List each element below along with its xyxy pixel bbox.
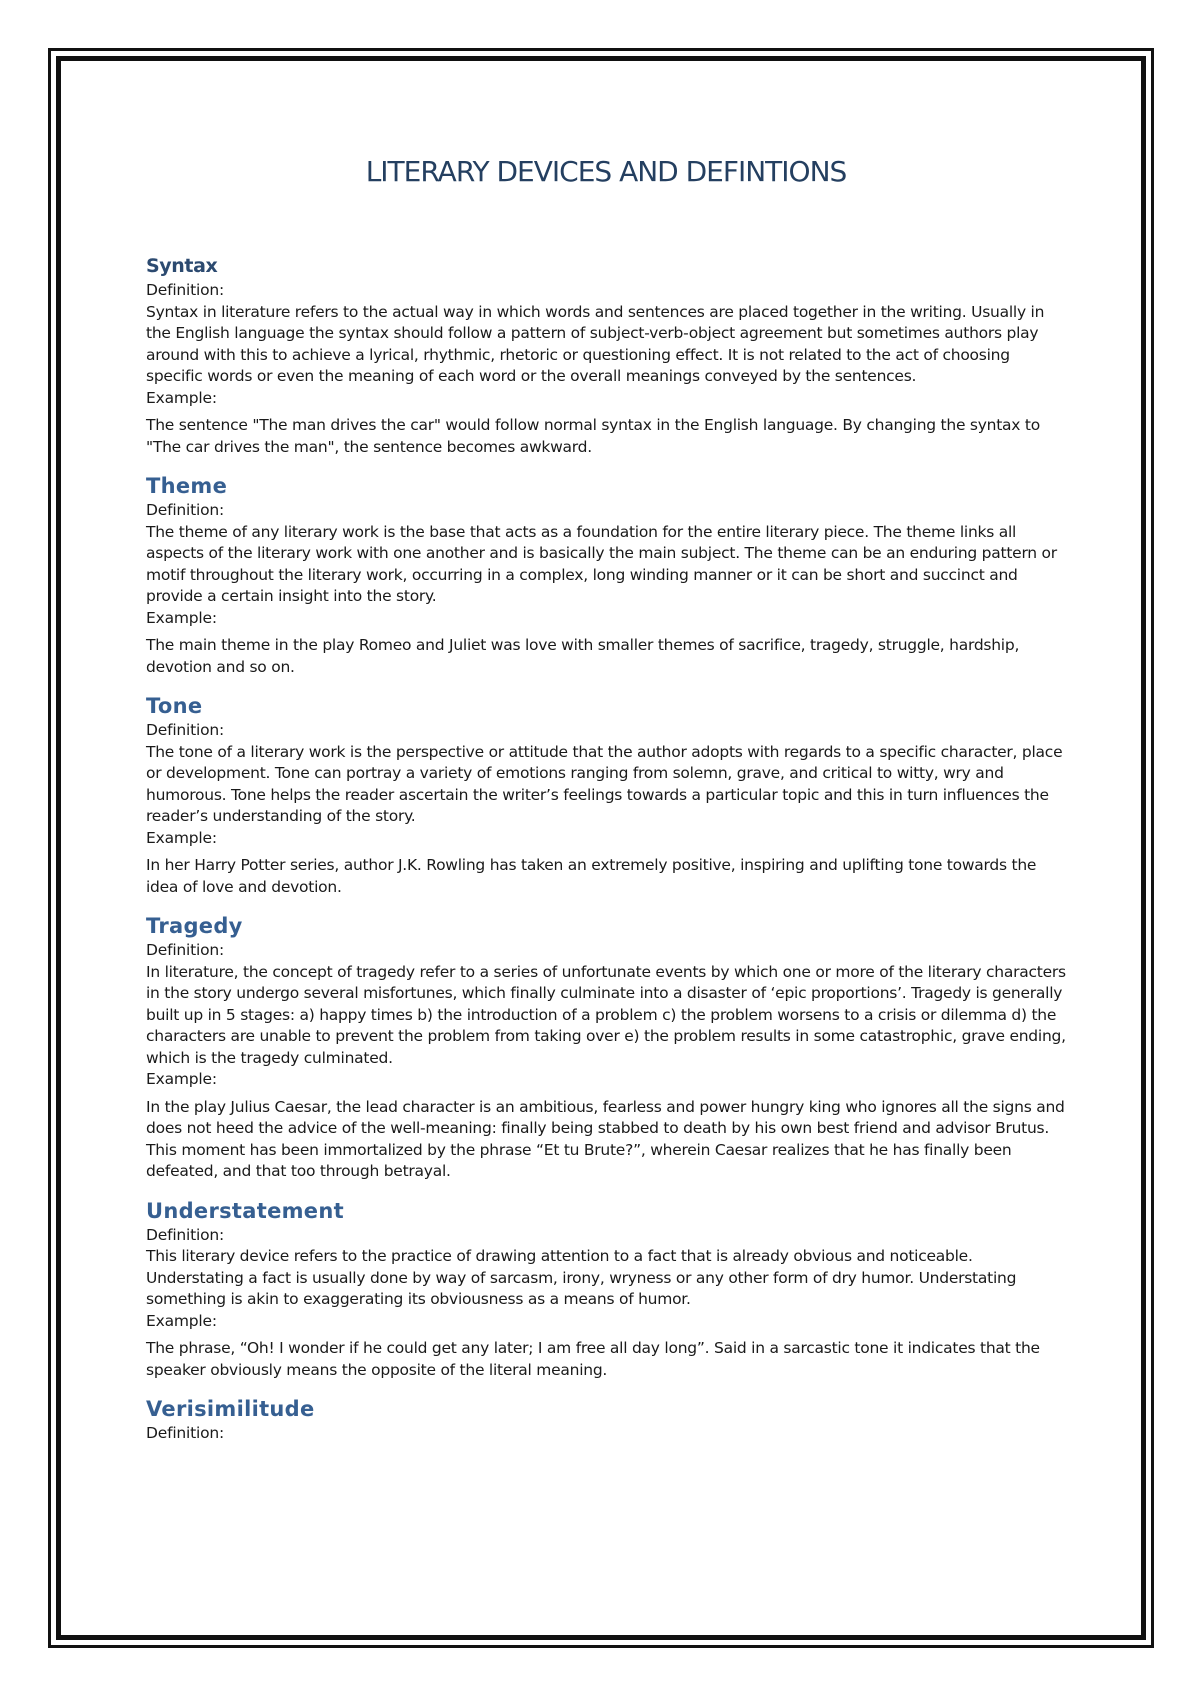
document-body: [146, 150, 1066, 1445]
definition-text: In literature, the concept of tragedy refer to a series of unfortunate events by which one or more of the literary characters in the story undergo several misfortunes, which finally culminate into a disaster of ‘epic proportions’. Tragedy is generally built up in 5 stages: a) happy times b) the introduction of a problem c) the problem worsens to a crisis or dilemma d) the characters are unable to prevent the problem from taking over e) the problem results in some catastrophic, grave ending, which is the tragedy culminated.: [146, 962, 1066, 1067]
example-label: Example:: [146, 828, 217, 847]
example-label: Example:: [146, 1311, 217, 1330]
definition-text: The tone of a literary work is the perspective or attitude that the author adopts with regards to a specific character, place or development. Tone can portray a variety of emotions ranging from solemn, grave, and critical to witty, wry and humorous. Tone helps the reader ascertain the writer’s feelings towards a particular topic and this in turn influences the reader’s understanding of the story.: [146, 742, 1063, 825]
section-heading: Syntax: [146, 255, 218, 277]
definition-label: Definition:: [146, 1424, 225, 1442]
section-verisimilitude: [146, 1395, 1066, 1445]
section-heading: Verisimilitude: [146, 1397, 315, 1421]
section-heading: Tone: [146, 694, 203, 718]
document-title: LITERARY DEVICES AND DEFINTIONS: [365, 155, 847, 188]
example-label: Example:: [146, 1070, 217, 1088]
section-understatement: [146, 1197, 1066, 1382]
example-label: Example:: [146, 388, 217, 407]
example-text: The sentence "The man drives the car" would follow normal syntax in the English language. By changing the syntax to "The car drives the man", the sentence becomes awkward.: [146, 416, 1040, 456]
section-tone: [146, 692, 1066, 898]
section-heading: Tragedy: [146, 914, 243, 938]
example-text: In her Harry Potter series, author J.K. Rowling has taken an extremely positive, inspiring and uplifting tone towards the idea of love and devotion.: [146, 856, 1037, 896]
definition-label: Definition:: [146, 721, 225, 739]
section-tragedy: [146, 912, 1066, 1183]
example-text: In the play Julius Caesar, the lead character is an ambitious, fearless and power hungry king who ignores all the signs and does not heed the advice of the well-meaning: finally being stabbed to death by his own best friend and advisor Brutus. This moment has been immortalized by the phrase “Et tu Brute?”, wherein Caesar realizes that he has finally been defeated, and that too through betrayal.: [146, 1097, 1065, 1180]
example-label: Example:: [146, 608, 217, 627]
section-heading: Theme: [146, 474, 228, 498]
section-theme: [146, 472, 1066, 678]
definition-label: Definition:: [146, 941, 225, 959]
definition-text: The theme of any literary work is the base that acts as a foundation for the entire literary piece. The theme links all aspects of the literary work with one another and is basically the main subject. The theme can be an enduring pattern or motif throughout the literary work, occurring in a complex, long winding manner or it can be short and succinct and provide a certain insight into the story.: [146, 522, 1057, 605]
section-syntax: [146, 252, 1066, 458]
example-text: The main theme in the play Romeo and Juliet was love with smaller themes of sacrifice, tragedy, struggle, hardship, devotion and so on.: [146, 636, 1020, 676]
section-heading: Understatement: [146, 1198, 344, 1223]
definition-label: Definition:: [146, 281, 225, 299]
definition-text: This literary device refers to the practice of drawing attention to a fact that is already obvious and noticeable. Understating a fact is usually done by way of sarcasm, irony, wryness or any other form of dry humor. Understating something is akin to exaggerating its obviousness as a means of humor.: [146, 1247, 1017, 1308]
example-text: The phrase, “Oh! I wonder if he could get any later; I am free all day long”. Said in a sarcastic tone it indicates that the speaker obviously means the opposite of the literal meaning.: [146, 1339, 1040, 1379]
definition-label: Definition:: [146, 1225, 225, 1244]
definition-text: Syntax in literature refers to the actual way in which words and sentences are placed together in the writing. Usually in the English language the syntax should follow a pattern of subject-verb-object agreement but sometimes authors play around with this to achieve a lyrical, rhythmic, rhetoric or questioning effect. It is not related to the act of choosing specific words or even the meaning of each word or the overall meanings conveyed by the sentences.: [146, 302, 1045, 385]
definition-label: Definition:: [146, 501, 225, 519]
